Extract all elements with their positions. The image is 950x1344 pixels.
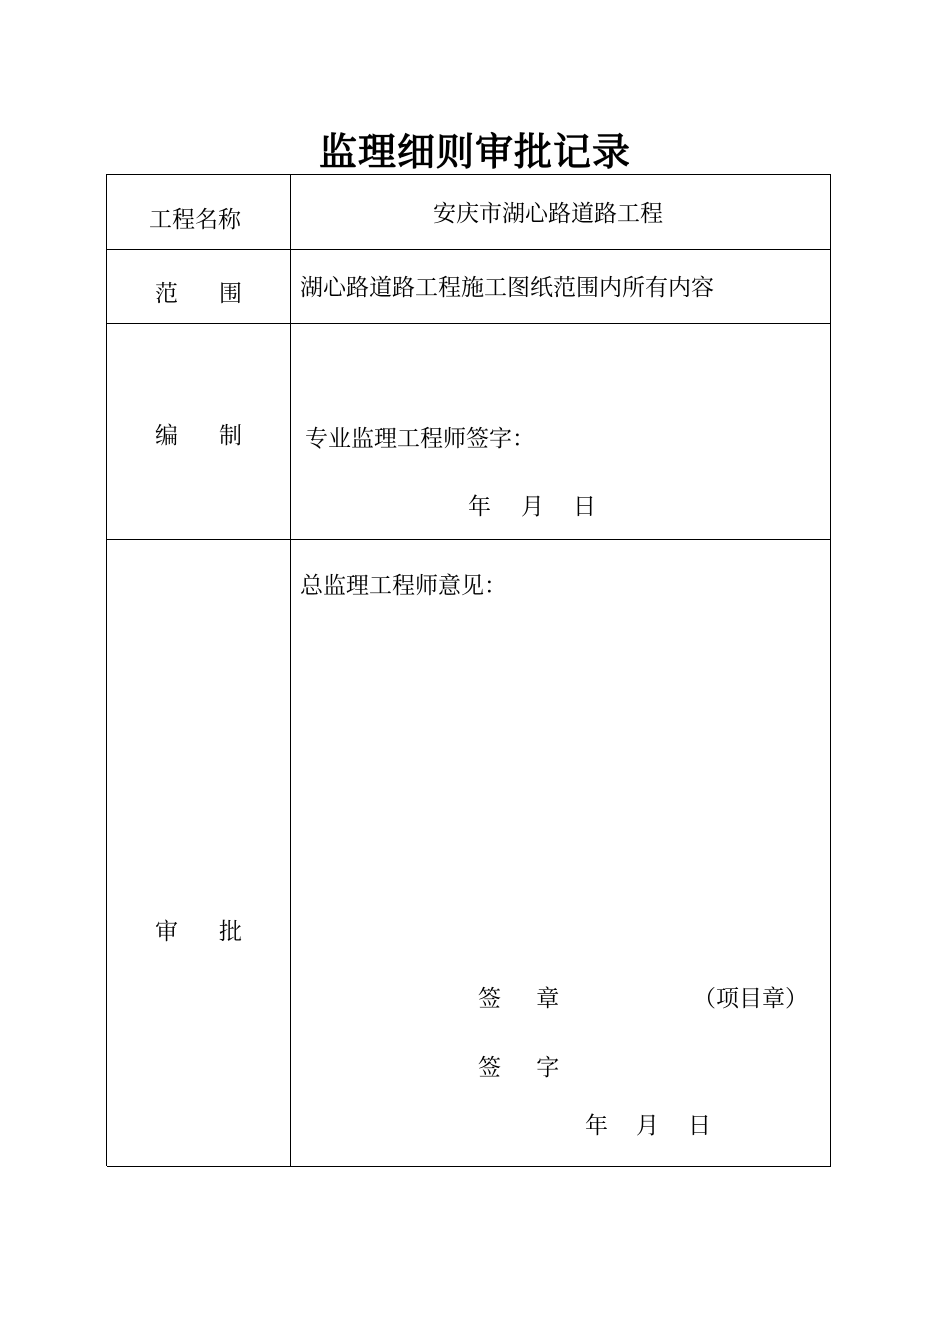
row-approval bbox=[107, 539, 831, 1167]
prepared-date-day: 日 bbox=[573, 494, 596, 520]
document-title: 监理细则审批记录 bbox=[318, 129, 631, 174]
approval-date-year: 年 bbox=[585, 1113, 608, 1139]
approval-date-month: 月 bbox=[636, 1113, 659, 1139]
scope-label-char-1: 范 bbox=[155, 281, 178, 307]
cell-prepared-value bbox=[290, 323, 831, 539]
prepared-label-char-1: 编 bbox=[155, 423, 178, 449]
prepared-label-char-2: 制 bbox=[219, 423, 242, 449]
cell-approval-value bbox=[290, 539, 831, 1166]
cell-prepared-label bbox=[107, 323, 291, 539]
engineer-signature-label: 专业监理工程师签字： bbox=[305, 426, 535, 452]
approval-form bbox=[106, 174, 831, 1166]
project-name-value: 安庆市湖心路道路工程 bbox=[433, 201, 663, 227]
sign-label: 签 字 bbox=[478, 1055, 574, 1081]
prepared-date-month: 月 bbox=[521, 494, 544, 520]
project-seal-note: （项目章） bbox=[693, 986, 808, 1012]
approval-label-char-2: 批 bbox=[219, 919, 242, 945]
prepared-date-year: 年 bbox=[468, 494, 491, 520]
cell-scope-label bbox=[107, 249, 291, 323]
scope-label-char-2: 围 bbox=[219, 281, 242, 307]
cell-project-name-value bbox=[290, 175, 831, 249]
cell-approval-label bbox=[107, 539, 291, 1166]
seal-label: 签 章 bbox=[478, 986, 574, 1012]
chief-engineer-opinion-label: 总监理工程师意见： bbox=[300, 573, 507, 599]
cell-scope-value bbox=[290, 249, 831, 323]
scope-value: 湖心路道路工程施工图纸范围内所有内容 bbox=[300, 275, 714, 301]
cell-project-name-label bbox=[107, 175, 291, 249]
approval-date-day: 日 bbox=[688, 1113, 711, 1139]
row-prepared bbox=[107, 323, 831, 540]
row-project-name bbox=[107, 175, 831, 250]
row-scope bbox=[107, 249, 831, 324]
approval-label-char-1: 审 bbox=[155, 919, 178, 945]
project-name-label: 工程名称 bbox=[149, 207, 241, 233]
